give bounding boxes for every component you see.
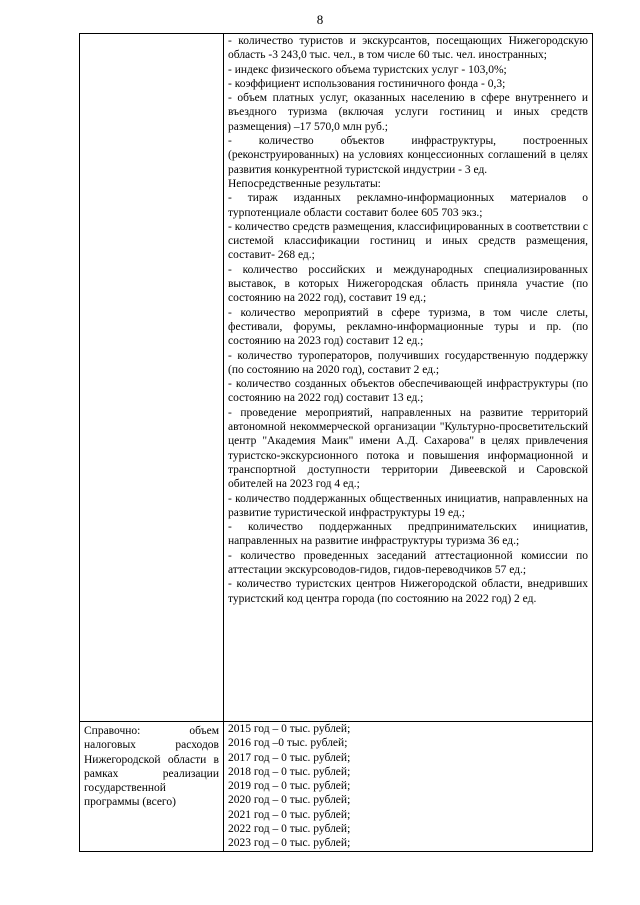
tax-year-line: 2017 год – 0 тыс. рублей; bbox=[228, 751, 351, 764]
target-indicator: - коэффициент использования гостиничного фонда - 0,3; bbox=[228, 77, 506, 90]
direct-result-item: - количество мероприятий в сфере туризма, в том числе слеты, фестивали, форумы, рекламно-информационные туры и пр. (по состоянию на 2023 год) составит 12 ед.; bbox=[228, 306, 588, 348]
direct-result-item: - тираж изданных рекламно-информационных материалов о турпотенциале области составит более 605 703 экз.; bbox=[228, 192, 588, 219]
tax-year-line: 2015 год – 0 тыс. рублей; bbox=[228, 723, 351, 735]
direct-result-item: - количество туристских центров Нижегородской области, внедривших туристский код центра города (по состоянию на 2022 год) 2 ед. bbox=[228, 578, 588, 605]
tax-year-line: 2022 год – 0 тыс. рублей; bbox=[228, 823, 351, 836]
tax-year-line: 2016 год –0 тыс. рублей; bbox=[228, 737, 348, 750]
tax-year-line: 2021 год – 0 тыс. рублей; bbox=[228, 808, 351, 821]
tax-note-cell bbox=[80, 722, 224, 852]
tax-note-label: Справочно: объем налоговых расходов Нижегородской области в рамках реализации государственной программы (всего) bbox=[84, 725, 219, 809]
target-indicator: - количество объектов инфраструктуры, построенных (реконструированных) на условиях концессионных соглашений в целях развития конкурентной туристской индустрии - 3 ед. bbox=[228, 135, 588, 176]
direct-result-item: - количество средств размещения, классифицированных в соответствии с системой классификации гостиниц и иных средств размещения, составит- 268 ед.; bbox=[228, 220, 589, 262]
target-indicator: - объем платных услуг, оказанных населению в сфере внутреннего и въездного туризма (включая услуги гостиниц и иных средств размещения) –17 570,0 млн руб.; bbox=[228, 92, 588, 133]
results-row bbox=[80, 34, 593, 722]
tax-year-line: 2019 год – 0 тыс. рублей; bbox=[228, 780, 351, 793]
direct-result-item: - количество поддержанных общественных инициатив, направленных на развитие туристической инфраструктуры 19 ед.; bbox=[228, 492, 588, 519]
direct-result-item: - количество туроператоров, получивших государственную поддержку (по состоянию на 2020 год), составит 2 ед.; bbox=[228, 349, 588, 376]
direct-results-heading: Непосредственные результаты: bbox=[228, 177, 381, 190]
target-indicator: - индекс физического объема туристских услуг - 103,0%; bbox=[228, 63, 507, 76]
direct-result-item: - количество российских и международных специализированных выставок, в которых Нижегородская область приняла участие (по состоянию на 2022 год), составит 19 ед.; bbox=[228, 263, 588, 305]
results-cell bbox=[224, 34, 593, 722]
program-table bbox=[79, 33, 593, 852]
target-indicator: - количество туристов и экскурсантов, посещающих Нижегородскую область -3 243,0 тыс. чел., в том числе 60 тыс. чел. иностранных; bbox=[228, 35, 588, 62]
tax-year-line: 2023 год – 0 тыс. рублей; bbox=[228, 837, 351, 850]
direct-result-item: - проведение мероприятий, направленных на развитие территорий автономной некоммерческой организации "Культурно-просветительский центр "Академия Маик" имени А.Д. Сахарова" в целях привлечения туристско-экскурсионного потока и повышения информационной и транспортной доступности территории Дивеевской и Саровской обителей на 2023 год 4 ед.; bbox=[228, 406, 588, 491]
direct-result-item: - количество созданных объектов обеспечивающей инфраструктуры (по состоянию на 2022 год) составит 13 ед.; bbox=[228, 378, 588, 405]
results-left-cell bbox=[80, 34, 224, 722]
tax-year-line: 2020 год – 0 тыс. рублей; bbox=[228, 794, 351, 807]
tax-years-cell bbox=[224, 722, 593, 852]
direct-result-item: - количество поддержанных предпринимательских инициатив, направленных на развитие инфраструктуры туризма 36 ед.; bbox=[228, 521, 588, 548]
tax-row bbox=[80, 722, 593, 852]
direct-result-item: - количество проведенных заседаний аттестационной комиссии по аттестации экскурсоводов-гидов, гидов-переводчиков 57 ед.; bbox=[228, 549, 588, 576]
tax-year-line: 2018 год – 0 тыс. рублей; bbox=[228, 765, 351, 778]
page-number: 8 bbox=[316, 12, 324, 27]
